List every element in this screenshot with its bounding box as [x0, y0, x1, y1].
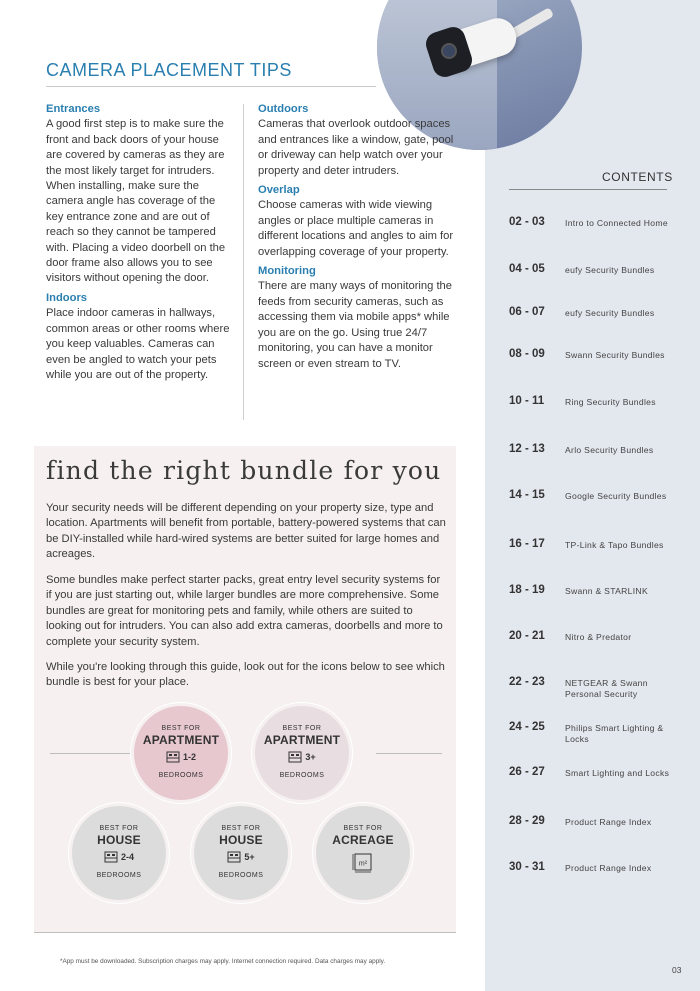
- badge-count-value: 2-4: [120, 852, 134, 862]
- contents-item[interactable]: [509, 676, 694, 710]
- contents-item[interactable]: [509, 584, 694, 618]
- contents-item-pages: 16 - 17: [509, 538, 545, 550]
- contents-item-label: Nitro & Predator: [565, 632, 632, 642]
- contents-item[interactable]: [509, 766, 694, 800]
- contents-item-label: Swann & STARLINK: [565, 586, 648, 596]
- badge-unit: BEDROOMS: [158, 772, 204, 779]
- entrances-heading: Entrances: [46, 103, 101, 115]
- badge-type: HOUSE: [219, 833, 263, 847]
- contents-item-pages: 22 - 23: [509, 676, 545, 688]
- bundle-title: find the right bundle for you: [46, 456, 442, 485]
- indoors-heading: Indoors: [46, 291, 88, 304]
- footnote: *App must be downloaded. Subscription charges may apply. Internet connection required. Data charges may apply.: [60, 958, 386, 965]
- contents-item-pages: 08 - 09: [509, 348, 545, 360]
- badge-ring: [130, 702, 232, 804]
- contents-item[interactable]: [509, 630, 694, 664]
- area-unit-label: m²: [358, 860, 368, 868]
- badge-type: HOUSE: [97, 833, 141, 847]
- badge-count-value: 3+: [305, 752, 316, 762]
- contents-item[interactable]: [509, 348, 694, 382]
- contents-item-label: Intro to Connected Home: [565, 218, 668, 228]
- tips-right-column: [258, 102, 458, 376]
- contents-title: CONTENTS: [602, 170, 673, 184]
- overlap-heading: Overlap: [258, 184, 300, 197]
- contents-item[interactable]: [509, 263, 694, 297]
- contents-item-label: Ring Security Bundles: [565, 397, 656, 407]
- badge-best-for: BEST FOR: [343, 825, 383, 832]
- badge-type: ACREAGE: [332, 833, 394, 847]
- outdoors-heading: Outdoors: [258, 103, 309, 115]
- contents-item-pages: 28 - 29: [509, 815, 545, 827]
- bundle-paragraph-2: Some bundles make perfect starter packs, great entry level security systems for if you are just starting out, while larger bundles are more comprehensive. Some bundles are great for monitoring pets and family, while others are suited to looking out for intruders. You can also add extra cameras, doorbells and more to complete your security system.: [46, 574, 443, 648]
- outdoors-body: Cameras that overlook outdoor spaces and entrances like a window, gate, pool or driveway can help watch over your property and deter intruders.: [258, 118, 454, 177]
- contents-item[interactable]: [509, 395, 694, 429]
- monitoring-heading: Monitoring: [258, 265, 316, 278]
- contents-item-label: eufy Security Bundles: [565, 308, 655, 318]
- badge-best-for: BEST FOR: [99, 825, 139, 832]
- contents-divider: [509, 189, 667, 190]
- bundle-paragraph-1: Your security needs will be different depending on your property size, type and location. Apartments will benefit from portable, battery-powered systems that can be DIY-installed while hard-wired systems are better suited for large homes and acreages.: [46, 502, 446, 561]
- contents-item-label: Smart Lighting and Locks: [565, 768, 670, 778]
- title-divider: [46, 86, 376, 87]
- contents-item-pages: 24 - 25: [509, 721, 545, 733]
- badge-ring: [68, 802, 170, 904]
- contents-item[interactable]: [509, 306, 694, 340]
- contents-item-label: Arlo Security Bundles: [565, 445, 654, 455]
- page-title: CAMERA PLACEMENT TIPS: [46, 60, 292, 80]
- badge-unit: BEDROOMS: [96, 872, 142, 879]
- contents-item-label: TP-Link & Tapo Bundles: [565, 540, 664, 550]
- contents-item-pages: 04 - 05: [509, 263, 545, 275]
- badge-ring: [312, 802, 414, 904]
- contents-item[interactable]: [509, 815, 694, 849]
- contents-item-label: Philips Smart Lighting & Locks: [565, 723, 664, 745]
- badge-count-value: 1-2: [182, 752, 196, 762]
- monitoring-body: There are many ways of monitoring the feeds from security cameras, such as accessing them via mobile apps* while you are on the go. Using true 24/7 monitoring, you can have a monitor screen or even stream to TV.: [258, 280, 453, 370]
- contents-item[interactable]: [509, 721, 694, 755]
- contents-item-pages: 18 - 19: [509, 584, 545, 596]
- contents-item[interactable]: [509, 443, 694, 477]
- contents-item-pages: 26 - 27: [509, 766, 545, 778]
- bundle-paragraph-3: While you're looking through this guide, look out for the icons below to see which bundle is best for your place.: [46, 661, 445, 689]
- tips-left-column: [46, 102, 234, 387]
- page-number: 03: [672, 965, 682, 975]
- badge-count-value: 5+: [244, 852, 255, 862]
- contents-item-label: Product Range Index: [565, 817, 652, 827]
- badge-type: APARTMENT: [142, 733, 220, 747]
- contents-item[interactable]: [509, 538, 694, 572]
- badge-best-for: BEST FOR: [221, 825, 261, 832]
- column-divider: [243, 104, 244, 420]
- decorative-line-right: [376, 753, 442, 754]
- badge-ring: [190, 802, 292, 904]
- contents-item-pages: 20 - 21: [509, 630, 545, 642]
- badge-ring: [251, 702, 353, 804]
- contents-item[interactable]: [509, 489, 694, 523]
- overlap-body: Choose cameras with wide viewing angles or place multiple cameras in different locations and angles to aim for overlapping coverage of your property.: [258, 199, 454, 258]
- indoors-body: Place indoor cameras in hallways, common areas or other rooms where you keep valuables. Cameras can even be angled to watch your pets while you are out of the property.: [46, 307, 230, 381]
- contents-item-label: NETGEAR & Swann Personal Security: [565, 678, 648, 700]
- badge-best-for: BEST FOR: [282, 725, 322, 732]
- contents-item-label: Google Security Bundles: [565, 491, 667, 501]
- contents-item[interactable]: [509, 216, 694, 250]
- contents-item-pages: 06 - 07: [509, 306, 545, 318]
- badge-type: APARTMENT: [263, 733, 341, 747]
- contents-item-pages: 12 - 13: [509, 443, 545, 455]
- badge-unit: BEDROOMS: [279, 772, 325, 779]
- contents-item-pages: 14 - 15: [509, 489, 545, 501]
- bundle-bottom-rule: [34, 932, 456, 933]
- contents-item[interactable]: [509, 861, 694, 895]
- contents-item-pages: 30 - 31: [509, 861, 545, 873]
- entrances-body: A good first step is to make sure the front and back doors of your house are covered by cameras as they are the most likely target for intruders. When installing, make sure the camera angle has coverage of the key entrance zone and are out of reach so they cannot be tampered with. Placing a video doorbell on the door frame also allows you to see visitors without opening the door.: [46, 118, 226, 285]
- badge-unit: BEDROOMS: [218, 872, 264, 879]
- badge-best-for: BEST FOR: [161, 725, 201, 732]
- contents-item-pages: 02 - 03: [509, 216, 545, 228]
- contents-item-label: eufy Security Bundles: [565, 265, 655, 275]
- contents-item-label: Swann Security Bundles: [565, 350, 665, 360]
- contents-item-label: Product Range Index: [565, 863, 652, 873]
- decorative-line-left: [50, 753, 130, 754]
- contents-item-pages: 10 - 11: [509, 395, 545, 407]
